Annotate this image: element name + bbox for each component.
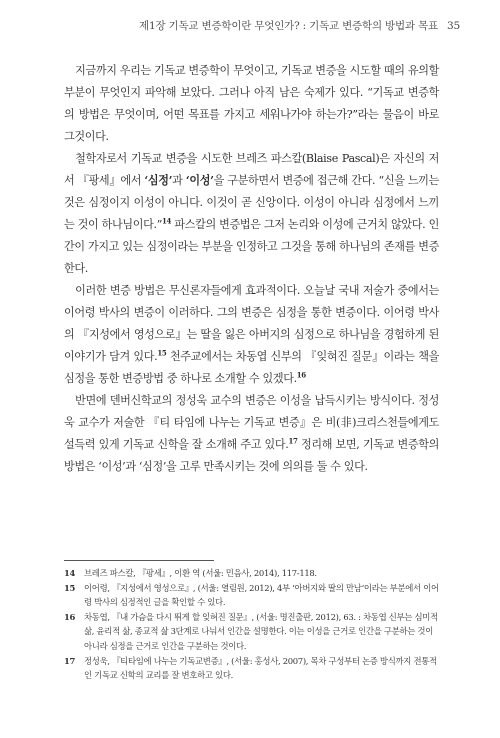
footnote-text: 브레즈 파스칼, 『팡세』, 이환 역 (서울: 민음사, 2014), 117-118. — [84, 568, 317, 578]
paragraph-1: 지금까지 우리는 기독교 변증학이 무엇이고, 기독교 변증을 시도할 때의 유의할 부분이 무엇인지 파악해 보았다. 그러나 아직 남은 숙제가 있다. “기독교 변증학의 방법은 무엇이며, 어떤 목표를 가지고 세워나가야 하는가?”라는 물음이 바로 그것이다. — [64, 64, 439, 143]
footnote-number: 16 — [64, 611, 76, 622]
footnote-15 — [64, 581, 439, 610]
footnote-divider — [64, 560, 214, 561]
footnote-ref-15[interactable]: 15 — [157, 348, 167, 358]
footnote-text: 차동엽, 『내 가슴을 다시 뛰게 할 잊혀진 질문』, (서울: 명진출판, 2012), 63. : 차동엽 신부는 심미적 삶, 윤리적 삶, 종교적 삶 3단계로 나눠서 인간을 설명한다. 이는 이성을 근거로 인간을 구분하는 것이 아니라 심정을 근거로 인간을 구분하는 것이다. — [84, 611, 438, 651]
paragraph-3: 이러한 변증 방법은 무신론자들에게 효과적이다. 오늘날 국내 저술가 중에서는 이어령 박사의 변증이 이러하다. 그의 변증은 심정을 통한 변증이다. 이어령 박사의 『지성에서 영성으로』는 딸을 잃은 아버지의 심정으로 하나님을 경험하게 된 이야기가 담겨 있다.$^{15}$ 천주교에서는 차동엽 신부의 『잊혀진 질문』이라는 책을 심정을 통한 변증방법 중 하나로 소개할 수 있겠다.$^{16}$ — [64, 284, 439, 385]
body-text — [64, 60, 439, 478]
footnote-ref-16[interactable]: 16 — [296, 370, 306, 380]
running-header — [139, 18, 460, 33]
page-number: 35 — [447, 20, 460, 32]
term-simjeong: ‘심정’ — [144, 174, 173, 187]
footnote-number: 15 — [64, 582, 76, 593]
footnote-14 — [64, 566, 439, 581]
footnote-text: 이어령, 『지성에서 영성으로』, (서울: 열림원, 2012), 4부 ‘아버지와 딸의 만남’이라는 부분에서 이어령 박사의 심정적인 글을 확인할 수 있다. — [84, 582, 439, 608]
footnotes — [64, 566, 439, 683]
footnote-17 — [64, 654, 439, 683]
footnote-16 — [64, 610, 439, 654]
footnote-ref-14[interactable]: 14 — [162, 216, 172, 226]
running-title: 제1장 기독교 변증학이란 무엇인가? : 기독교 변증학의 방법과 목표 — [139, 20, 438, 32]
term-iseong: ‘이성’ — [185, 174, 214, 187]
paragraph-2: 철학자로서 기독교 변증을 시도한 브레즈 파스칼(Blaise Pascal)은 자신의 저서 『팡세』에서 ‘심정’과 ‘이성’을 구분하면서 변증에 접근해 간다. “신을 느끼는 것은 심정이지 이성이 아니다. 이것이 곧 신앙이다. 이성이 아니라 심정에서 느끼는 것이 하나님이다.”$^{14}$ 파스칼의 변증법은 그저 논리와 이성에 근거치 않았다. 인간이 가지고 있는 심정이라는 부분을 인정하고 그것을 통해 하나님의 존재를 변증한다. — [64, 152, 439, 275]
footnote-ref-17[interactable]: 17 — [288, 436, 298, 446]
footnote-text: 정성욱, 『티타임에 나누는 기독교변증』, (서울: 홍성사, 2007), 목차 구성부터 논증 방식까지 전통적인 기독교 신학의 교리를 잘 변호하고 있다. — [84, 655, 437, 681]
paragraph-4: 반면에 덴버신학교의 정성욱 교수의 변증은 이성을 납득시키는 방식이다. 정성욱 교수가 저술한 『티 타임에 나누는 기독교 변증』은 비(非)크리스천들에게도 설득력 있게 기독교 신학을 잘 소개해 주고 있다.$^{17}$ 정리해 보면, 기독교 변증학의 방법은 ‘이성’과 ‘심정’을 고루 만족시키는 것에 의의를 둘 수 있다. — [64, 394, 439, 473]
footnote-number: 14 — [64, 568, 76, 578]
footnote-number: 17 — [64, 655, 76, 666]
